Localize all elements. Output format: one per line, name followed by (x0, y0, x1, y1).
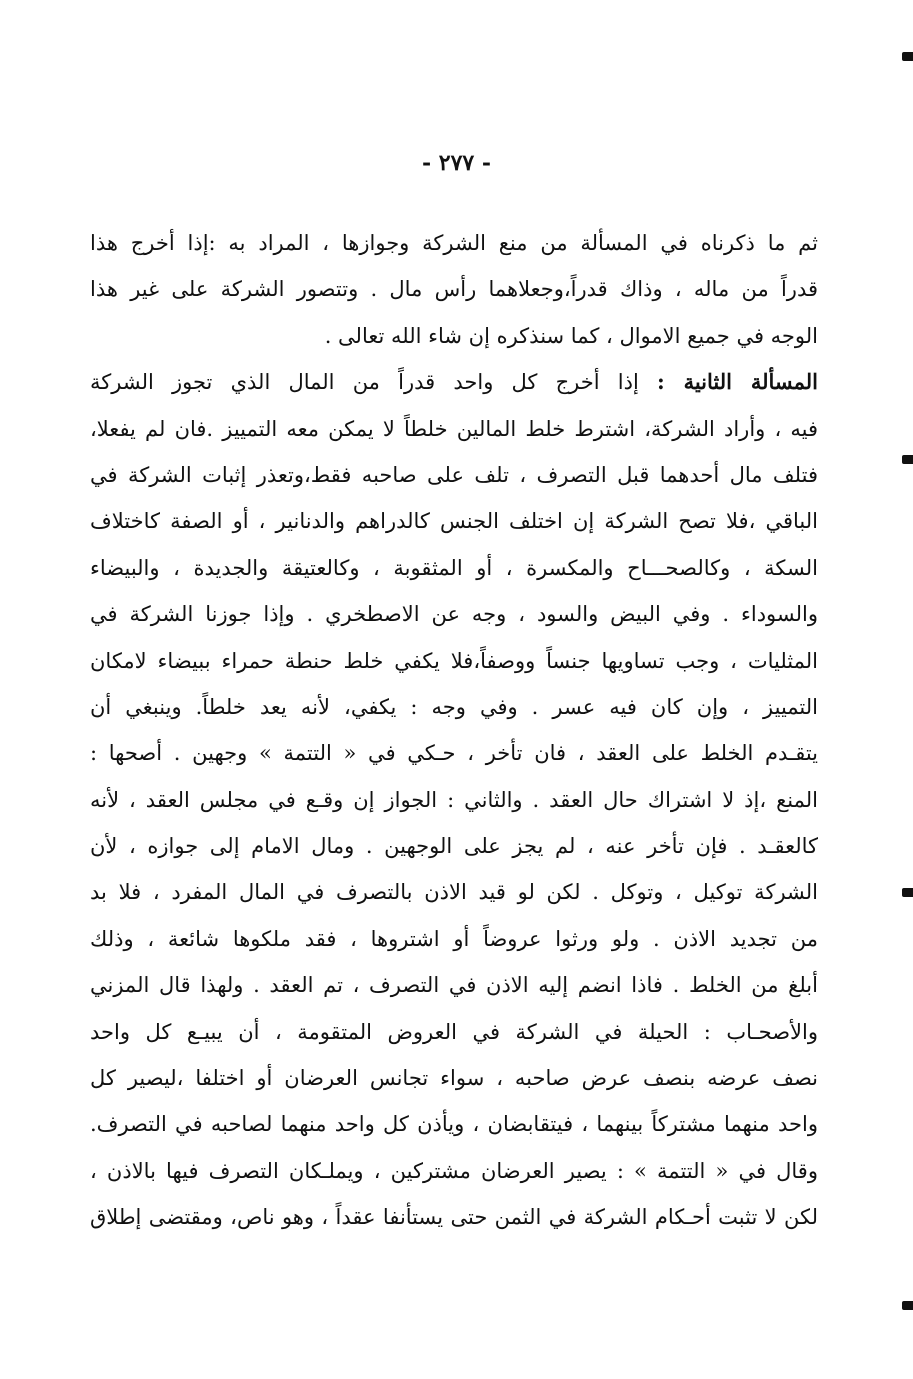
page-edge-mark (902, 52, 913, 61)
section-heading-text: إذا أخرج كل واحد قدراً من المال الذي تجوز الشركة (90, 370, 639, 395)
text-line: وقال في « التتمة » : يصير العرضان مشتركين ، ويملـكان التصرف فيها بالاذن ، (90, 1158, 818, 1183)
text-line: قدراً من ماله ، وذاك قدراً،وجعلاهما رأس مال . وتتصور الشركة على غير هذا (90, 277, 818, 302)
text-line: والأصحـاب : الحيلة في الشركة في العروض المتقومة ، أن يبيـع كل واحد (90, 1019, 818, 1044)
section-heading: المسألة الثانية : (657, 369, 818, 395)
text-line: نصف عرضه بنصف عرض صاحبه ، سواء تجانس العرضان أو اختلفا ،ليصير كل (90, 1066, 818, 1091)
page-edge-mark (902, 455, 913, 464)
text-line: الشركة توكيل ، وتوكل . لكن لو قيد الاذن بالتصرف في المال المفرد ، فلا بد (90, 880, 818, 905)
text-body (90, 220, 818, 1241)
text-line: كالعقـد . فإن تأخر عنه ، لم يجز على الوجهين . ومال الامام إلى جوازه ، لأن (90, 834, 818, 859)
page-number: - ٢٧٧ - (421, 150, 492, 176)
text-line: والسوداء . وفي البيض والسود ، وجه عن الاصطخري . وإذا جوزنا الشركة في (90, 602, 818, 627)
text-line: أبلغ من الخلط . فاذا انضم إليه الاذن في التصرف ، تم العقد . ولهذا قال المزني (90, 973, 818, 998)
text-line: المنع ،إذ لا اشتراك حال العقد . والثاني : الجواز إن وقـع في مجلس العقد ، لأنه (90, 787, 818, 812)
text-line: السكة ، وكالصحـــاح والمكسرة ، أو المثقوبة ، وكالعتيقة والجديدة ، والبيضاء (90, 555, 818, 580)
text-line: الوجه في جميع الاموال ، كما سنذكره إن شاء الله تعالى . (324, 323, 818, 348)
page-edge-mark (902, 1301, 913, 1310)
text-line: التمييز ، وإن كان فيه عسر . وفي وجه : يكفي، لأنه يعد خلطاً. وينبغي أن (90, 694, 818, 719)
text-line: يتقـدم الخلط على العقد ، فان تأخر ، حـكي في « التتمة » وجهين . أصحها : (90, 741, 818, 766)
text-line: واحد منهما مشتركاً بينهما ، فيتقابضان ، ويأذن كل واحد منهما لصاحبه في التصرف. (90, 1112, 818, 1137)
text-line: فيه ، وأراد الشركة، اشترط خلط المالين خلطاً لا يمكن معه التمييز .فان لم يفعلا، (90, 416, 818, 441)
text-line: ثم ما ذكرناه في المسألة من منع الشركة وجوازها ، المراد به :إذا أخرج هذا (90, 231, 818, 255)
section-heading-line (90, 359, 818, 405)
page-edge-mark (902, 888, 913, 897)
text-line: الباقي ،فلا تصح الشركة إن اختلف الجنس كالدراهم والدنانير ، أو الصفة كاختلاف (90, 509, 818, 534)
text-line: فتلف مال أحدهما قبل التصرف ، تلف على صاحبه فقط،وتعذر إثبات الشركة في (90, 462, 818, 487)
text-line: من تجديد الاذن . ولو ورثوا عروضاً أو اشتروها ، فقد ملكوها شائعة ، وذلك (90, 926, 818, 951)
text-line: المثليات ، وجب تساويها جنساً ووصفاً،فلا يكفي خلط حنطة حمراء ببيضاء لامكان (90, 648, 818, 673)
text-line: لكن لا تثبت أحـكام الشركة في الثمن حتى يستأنفا عقداً ، وهو ناص، ومقتضى إطلاق (90, 1205, 818, 1230)
